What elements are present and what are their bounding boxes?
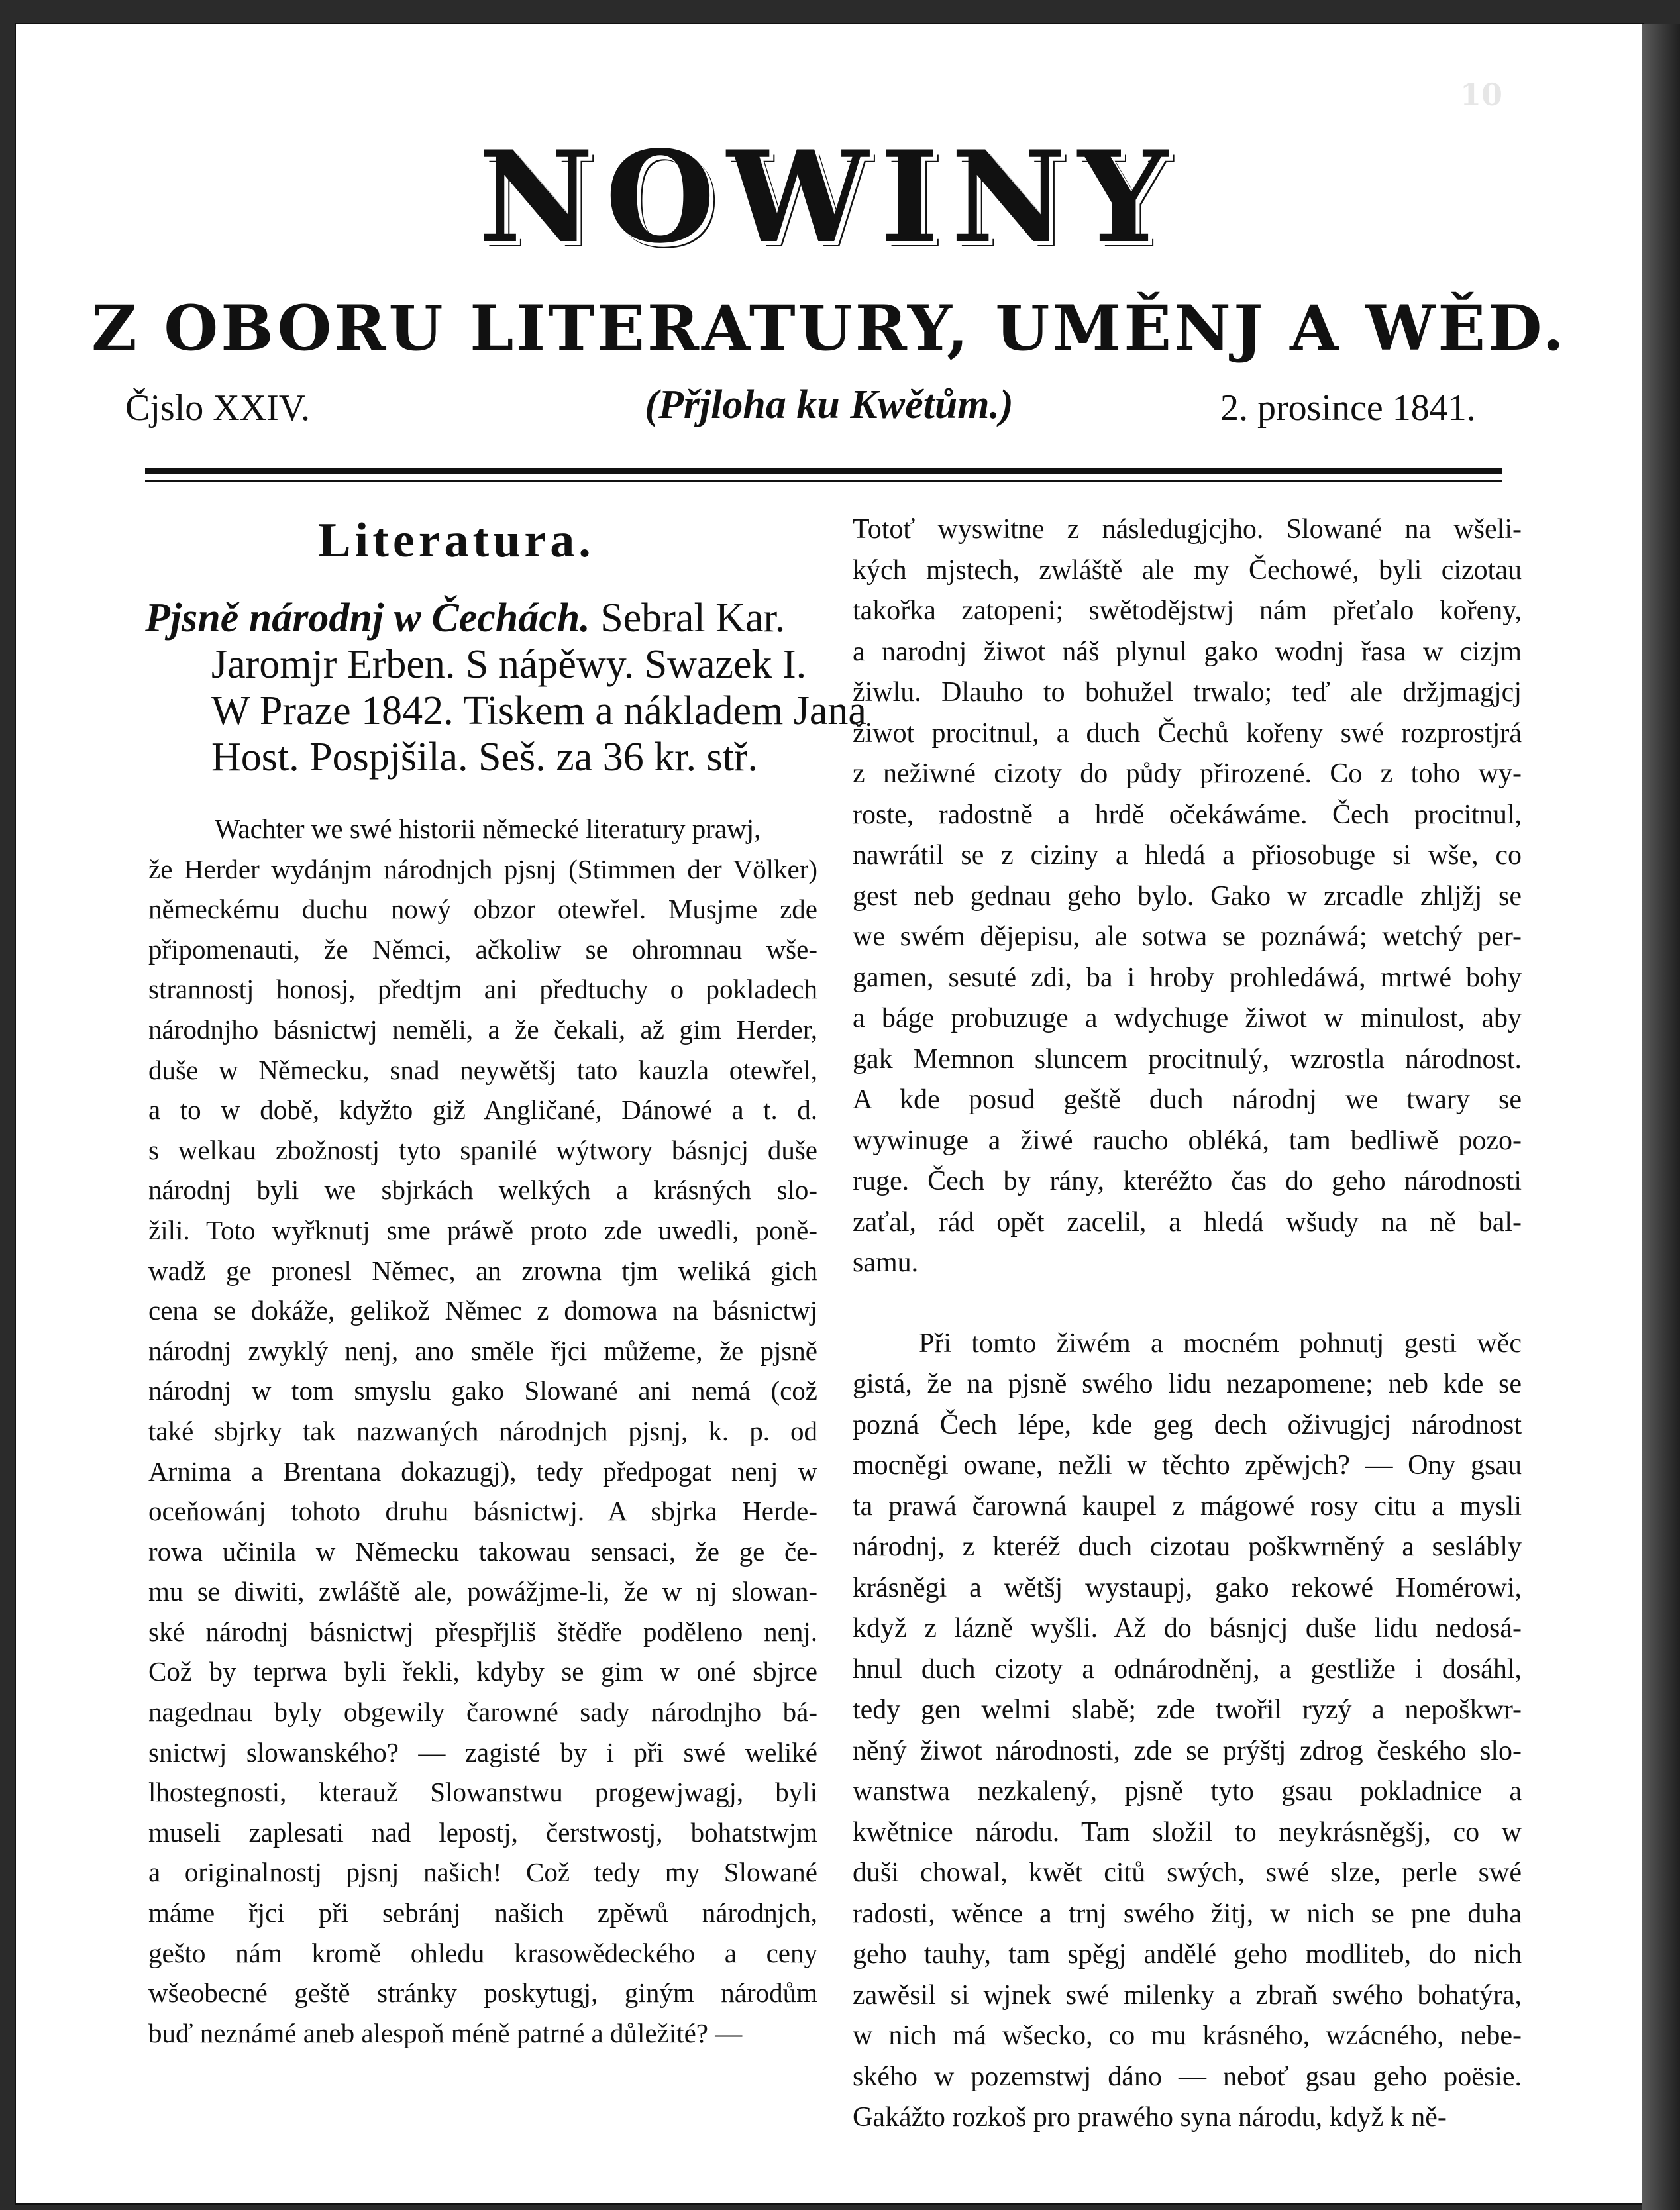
text-line: duše w Německu, snad neywětšj tato kauzla otewřel, [148,1054,817,1085]
text-line: geho tauhy, tam spěgj andělé geho modliteb, do nich [853,1939,1522,1970]
text-line: připomenauti, že Němci, ačkoliw se ohromnau wše- [148,933,817,965]
book-title: Pjsně národnj w Čechách. [145,596,590,641]
issue-date: 2. prosince 1841. [1220,388,1476,429]
text-line: Totoť wyswitne z následugjcjho. Slowané na wšeli- [853,514,1522,545]
supplement-label: (Přjloha ku Kwětům.) [645,382,1014,427]
text-line: pozná Čech lépe, kde geg dech oživugjcj národnost [853,1409,1522,1440]
text-line: když z lázně wyšli. Až do básnjcj duše lidu nedosá- [853,1613,1522,1644]
review-line-4: Host. Pospjšila. Seš. za 36 kr. stř. [211,735,758,780]
text-line: něný žiwot národnosti, zde se prýštj zdrog českého slo- [853,1735,1522,1766]
text-line: gistá, že na pjsně swého lidu nezapomene; neb kde se [853,1369,1522,1399]
text-line: Arnima a Brentana dokazugj), tedy předpogat nenj w [148,1455,817,1487]
text-line: tedy gen welmi slabě; zde twořil ryzý a nepoškwr- [853,1695,1522,1725]
text-line: německému duchu nowý obzor otewřel. Musjme zde [148,894,817,925]
text-line: wšeobecné geště stránky poskytugj, giným národům [148,1977,817,2009]
text-line: Což by teprwa byli řekli, kdyby se gim w oné sbjrce [148,1656,817,1687]
text-line: cena se dokáže, gelikož Němec z domowa na básnictwj [148,1295,817,1326]
review-line-2: Jaromjr Erben. S nápěwy. Swazek I. [211,642,807,687]
review-line-3: W Praze 1842. Tiskem a nákladem Jana [211,688,866,733]
text-line: wywinuge a žiwé raucho obléká, tam bedliwě pozo- [853,1125,1522,1156]
issue-number: Čjslo XXIV. [125,388,311,429]
text-line: a to w době, kdyžto giž Angličané, Dánowé a t. d. [148,1094,817,1126]
book-review-header [145,595,866,780]
text-line: z nežiwné cizoty do půdy přirozené. Co z toho wy- [853,759,1522,789]
text-line: wadž ge pronesl Němec, an zrowna tjm weliká gich [148,1255,817,1286]
right-column-text [853,509,1522,2138]
text-line: we swém dějepisu, ale sotwa se poznáwá; wetchý per- [853,921,1522,952]
text-line: žili. Toto wyřknutj sme práwě proto zde uwedli, poně- [148,1214,817,1245]
text-line: gešto nám kromě ohledu krasowědeckého a ceny [148,1937,817,1968]
text-line: wanstwa nezkalený, pjsně tyto gsau pokladnice a [853,1776,1522,1807]
text-line: národnj zwyklý nenj, ano směle řjci můžeme, že pjsně [148,1335,817,1366]
left-column-text [148,809,817,2053]
header-rule-thick [145,468,1502,474]
text-line: lhostegnosti, kterauž Slowanstwu progewjwagj, byli [148,1777,817,1808]
newspaper-page [16,24,1642,2203]
text-line: gest neb gednau geho bylo. Gako w zrcadle zhljžj se [853,880,1522,912]
text-line: zaťal, rád opět zacelil, a hledá wšudy na ně bal- [853,1206,1522,1237]
text-line: ta prawá čarowná kaupel z mágowé rosy citu a mysli [853,1491,1522,1522]
page-number-bleedthrough: 10 [1460,77,1503,113]
text-line: ské národnj básnictwj přespřjliš štědře poděleno nenj. [148,1616,817,1647]
text-line: zawěsil si wjnek swé milenky a zbraň swého bohatýra, [853,1979,1522,2011]
text-line: Wachter we swé historii německé literatury prawj, [215,814,761,844]
text-line: žiwlu. Dlauho to bohužel trwalo; teď ale držjmagjcj [853,677,1522,708]
text-line: že Herder wydánjm národnjch pjsnj (Stimmen der Völker) [148,853,817,884]
text-line: strannostj honosj, předtjm ani předtuchy o pokladech [148,974,817,1005]
section-heading: Literatura. [318,513,595,568]
header-rule-thin [145,480,1502,482]
text-line: národnj, z kteréž duch cizotau poškwrněný a seslábly [853,1532,1522,1562]
text-line: národnj byli we sbjrkách welkých a krásných slo- [148,1175,817,1206]
text-line: Gakážto rozkoš pro prawého syna národu, když k ně- [853,2102,1447,2132]
text-line: máme řjci při sebránj našich zpěwů národnjch, [148,1897,817,1928]
text-line: radosti, wěnce a trnj swého žitj, w nich se pne duha [853,1898,1522,1929]
text-line: krásněgi a wětšj wystaupj, gako rekowé Homérowi, [853,1572,1522,1603]
paragraph-gap [853,1284,1522,1324]
text-line: buď neznámé aneb alespoň méně patrné a důležité? — [148,2017,743,2048]
text-line: a báge probuzuge a wdychuge žiwot w minulost, aby [853,1003,1522,1033]
text-line: oceňowánj tohoto druhu básnictwj. A sbjrka Herde- [148,1496,817,1527]
text-line: a narodnj žiwot náš plynul gako wodnj řasa w cizjm [853,636,1522,667]
text-line: nagednau byly obgewily čarowné sady národnjho bá- [148,1697,817,1728]
text-line: kých mjstech, zwláště ale my Čechowé, byli cizotau [853,554,1522,586]
text-line: gak Memnon sluncem procitnulý, wzrostla národnost. [853,1043,1522,1075]
text-line: duši chowal, kwět citů swých, swé slze, perle swé [853,1858,1522,1888]
text-line: ruge. Čech by rány, kteréžto čas do geho národnosti [853,1166,1522,1196]
review-line-1 [145,595,814,641]
text-line: samu. [853,1247,919,1278]
text-line: Při tomto žiwém a mocném pohnutj gesti wěc [919,1328,1522,1359]
scan-edge-shadow [1642,24,1680,2210]
text-line: kwětnice národu. Tam složil to neykrásněgšj, co w [853,1816,1522,1848]
text-line: nawrátil se z ciziny a hledá a přiosobuge si wše, co [853,840,1522,870]
text-line: w nich má wšecko, co mu krásného, wzácného, nebe- [853,2021,1522,2051]
text-line: takořka zatopeni; swětodějstwj nám přeťalo kořeny, [853,596,1522,626]
review-line-1-rest: Sebral Kar. [590,596,786,641]
masthead-subtitle: Z OBORU LITERATURY, UMĚNJ A WĚD. [91,292,1567,365]
text-line: národnj w tom smyslu gako Slowané ani nemá (což [148,1375,817,1406]
text-line: národnjho básnictwj neměli, a že čekali, až gim Herder, [148,1014,817,1045]
text-line: snictwj slowanského? — zagisté by i při swé weliké [148,1736,817,1767]
masthead-title: NOWINY [478,123,1180,271]
text-line: ského w pozemstwj dáno — neboť gsau geho poësie. [853,2061,1522,2092]
text-line: také sbjrky tak nazwaných národnjch pjsnj, k. p. od [148,1415,817,1446]
text-line: museli zaplesati nad lepostj, čerstwostj, bohatstwjm [148,1816,817,1848]
text-line: A kde posud geště duch národnj we twary se [853,1084,1522,1115]
text-line: mu se diwiti, zwláště ale, powážjme-li, že w nj slowan- [148,1576,817,1607]
text-line: a originalnostj pjsnj našich! Což tedy my Slowané [148,1857,817,1888]
text-line: žiwot procitnul, a duch Čechů kořeny swé rozprostjrá [853,717,1522,749]
text-line: roste, radostně a hrdě očekáwáme. Čech procitnul, [853,799,1522,830]
text-line: s welkau zbožnostj tyto spanilé wýtwory básnjcj duše [148,1134,817,1165]
text-line: gamen, sesuté zdi, ba i hroby prohledáwá, mrtwé bohy [853,962,1522,993]
text-line: rowa učinila w Německu takowau sensaci, že ge če- [148,1536,817,1567]
text-line: hnul duch cizoty a odnárodněnj, a gestliže i dosáhl, [853,1654,1522,1685]
text-line: mocněgi owane, nežli w těchto zpěwjch? — Ony gsau [853,1450,1522,1481]
